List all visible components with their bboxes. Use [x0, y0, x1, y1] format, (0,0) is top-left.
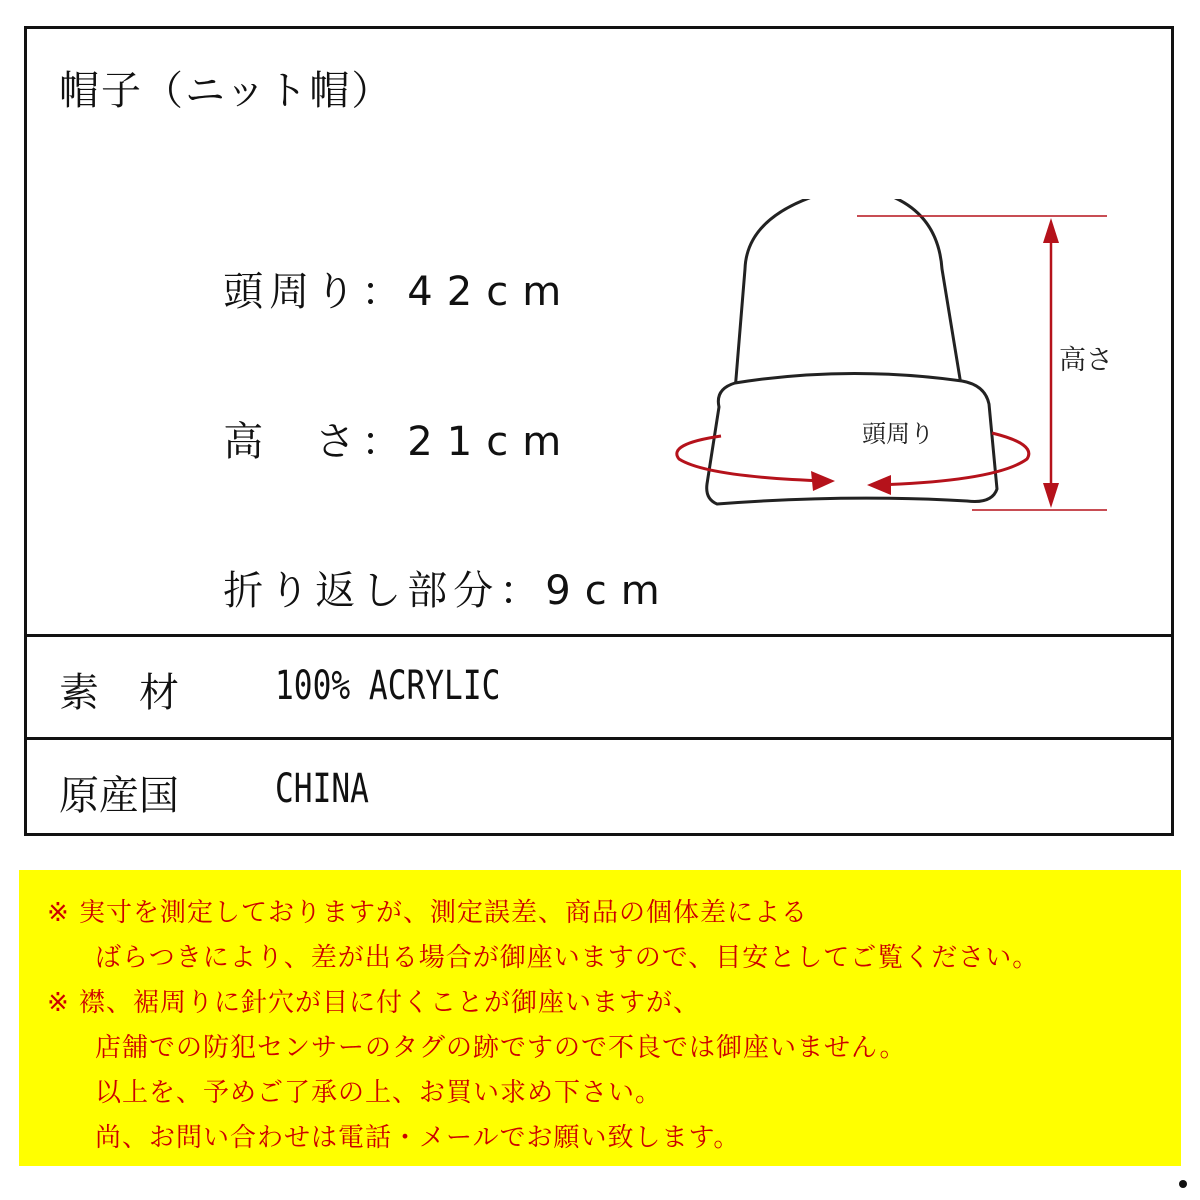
- size-section: [27, 29, 1171, 636]
- notice-line: ばらつきにより、差が出る場合が御座いますので、目安としてご覧ください。: [95, 943, 1040, 973]
- circumference-label: 頭周り: [862, 420, 934, 448]
- spec-label: 折り返し部分：: [223, 568, 546, 614]
- notice-line: 以上を、予めご了承の上、お買い求め下さい。: [95, 1078, 663, 1108]
- spec-table: [24, 26, 1174, 836]
- height-arrow-up: [1043, 218, 1059, 243]
- height-arrow-down: [1043, 483, 1059, 508]
- origin-value: CHINA: [275, 766, 369, 812]
- corner-dot: [1179, 1180, 1187, 1188]
- notice-box: [19, 870, 1181, 1166]
- notice-line: ※ 襟、裾周りに針穴が目に付くことが御座いますが、: [47, 988, 701, 1018]
- beanie-crown-outline: [735, 199, 962, 391]
- material-value: 100% ACRYLIC: [275, 663, 501, 709]
- spec-value: 42cm: [407, 269, 576, 315]
- spec-circumference: [111, 214, 575, 363]
- spec-value: 21cm: [407, 419, 576, 465]
- page-title: 帽子（ニット帽）: [59, 68, 394, 114]
- material-label: 素 材: [59, 670, 179, 716]
- beanie-diagram: [667, 199, 1117, 519]
- beanie-cuff-outline: [707, 373, 997, 504]
- notice-line: ※ 実寸を測定しておりますが、測定誤差、商品の個体差による: [47, 898, 809, 928]
- material-row: [27, 634, 1171, 737]
- spec-label: 頭周り：: [223, 269, 408, 315]
- origin-row: [27, 737, 1171, 836]
- notice-line: 店舗での防犯センサーのタグの跡ですので不良では御座いません。: [95, 1033, 907, 1063]
- spec-label: 高 さ：: [223, 419, 408, 465]
- spec-value: 9cm: [545, 568, 674, 614]
- notice-line: 尚、お問い合わせは電話・メールでお願い致します。: [95, 1123, 741, 1153]
- height-label: 高さ: [1059, 345, 1113, 376]
- origin-label: 原産国: [59, 773, 179, 819]
- spec-height: [111, 364, 575, 513]
